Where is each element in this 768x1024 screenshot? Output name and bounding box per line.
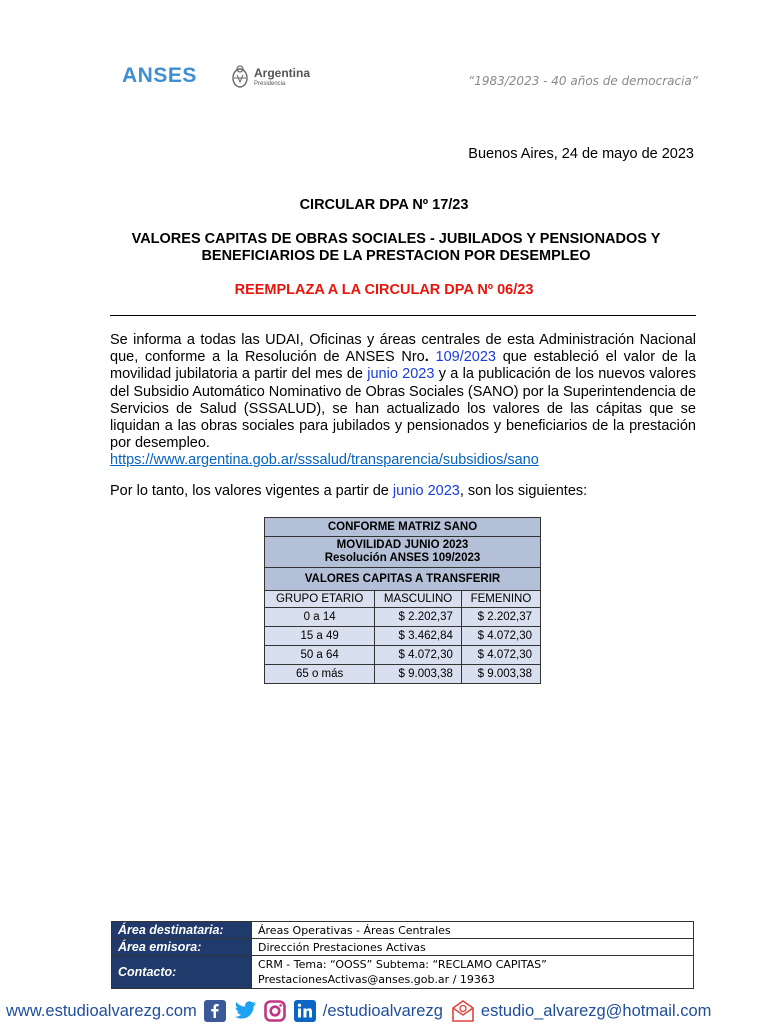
subject-line-1: VALORES CAPITAS DE OBRAS SOCIALES - JUBILADOS Y PENSIONADOS Y [131,231,661,247]
dest-label: Área destinataria: [112,922,252,939]
table-cell: $ 9.003,38 [461,665,540,684]
table-cell: 0 a 14 [265,608,375,627]
table-row [265,627,541,646]
table-cell: $ 4.072,30 [461,627,540,646]
column-header: GRUPO ETARIO [265,591,375,608]
table-header-valores: VALORES CAPITAS A TRANSFERIR [265,568,541,591]
anses-logo: ANSES [122,64,197,87]
effective-month: junio 2023 [367,366,435,383]
capitas-table [264,517,541,684]
replaces-notice: REEMPLAZA A LA CIRCULAR DPA Nº 06/23 [234,282,534,298]
body-paragraph [110,332,696,470]
footer-website[interactable]: www.estudioalvarezg.com [6,1001,197,1020]
argentina-logo-sub: Presidencia [254,81,286,87]
table-row [265,646,541,665]
emisora-label: Área emisora: [112,939,252,956]
subject-line-2: BENEFICIARIOS DE LA PRESTACION POR DESEMPLEO [201,248,591,264]
table-row [265,608,541,627]
argentina-logo-name: Argentina [254,66,311,80]
footer-handle[interactable]: /estudioalvarezg [322,1001,443,1020]
table-cell: 15 a 49 [265,627,375,646]
table-cell: $ 4.072,30 [375,646,462,665]
body-dot: . [424,349,429,366]
body2-month: junio 2023 [392,483,460,499]
table-cell: $ 3.462,84 [375,627,462,646]
body2-text-b: , son los siguientes: [459,483,588,499]
emisora-value: Dirección Prestaciones Activas [252,939,694,956]
circular-subject [96,231,696,265]
table-header-movilidad [265,537,541,568]
footer-bar [6,998,711,1024]
table-cell: $ 2.202,37 [461,608,540,627]
header-motto: “1983/2023 - 40 años de democracia” [468,74,698,88]
email-icon[interactable] [449,999,477,1023]
resolution-number: 109/2023 [435,349,496,366]
circular-title: CIRCULAR DPA Nº 17/23 [299,197,469,213]
table-cell: $ 2.202,37 [375,608,462,627]
document-date: Buenos Aires, 24 de mayo de 2023 [468,146,694,162]
table-header-movilidad-line2: Resolución ANSES 109/2023 [324,552,481,564]
instagram-icon[interactable] [263,999,287,1023]
twitter-icon[interactable] [233,999,257,1023]
contacto-line-2: PrestacionesActivas@anses.gob.ar / 19363 [258,973,495,986]
contacto-value [252,956,694,989]
argentina-logo [232,62,310,92]
linkedin-icon[interactable] [293,999,317,1023]
column-header: MASCULINO [375,591,462,608]
footer-email[interactable]: estudio_alvarezg@hotmail.com [480,1001,712,1020]
table-cell: $ 9.003,38 [375,665,462,684]
body-text-a: Se informa a todas las UDAI, Oficinas y áreas centrales de esta Administración Nacional que, conforme a la Resolución de ANSES Nro [110,332,696,366]
table-cell: 50 a 64 [265,646,375,665]
body-text-c: y a la publicación de los nuevos valores del Subsidio Automático Nominativo de Obras Sociales (SANO) por la Superintendencia de Servicios de Salud (SSSALUD), se han actualizado los valores de las cápitas que se liquidan a las obras sociales para jubilados y pensionados y beneficiarios de la prestación por desempleo. [110,366,696,452]
argentina-seal-icon [232,64,248,90]
column-header: FEMENINO [461,591,540,608]
body2-text-a: Por lo tanto, los valores vigentes a partir de [110,483,389,499]
info-table [111,921,694,989]
table-header-movilidad-line1: MOVILIDAD JUNIO 2023 [336,539,469,551]
table-header-matriz: CONFORME MATRIZ SANO [265,518,541,537]
body-paragraph-2 [110,483,696,500]
divider [110,315,696,316]
contacto-line-1: CRM - Tema: “OOSS” Subtema: “RECLAMO CAPITAS” [258,958,547,971]
table-row [265,665,541,684]
contacto-label: Contacto: [112,956,252,989]
sano-link[interactable]: https://www.argentina.gob.ar/sssalud/transparencia/subsidios/sano [110,452,539,469]
body-text-b: que estableció el valor de la movilidad jubilatoria a partir del mes de [110,349,696,383]
table-cell: 65 o más [265,665,375,684]
dest-value: Áreas Operativas - Áreas Centrales [252,922,694,939]
facebook-icon[interactable] [203,999,227,1023]
table-cell: $ 4.072,30 [461,646,540,665]
